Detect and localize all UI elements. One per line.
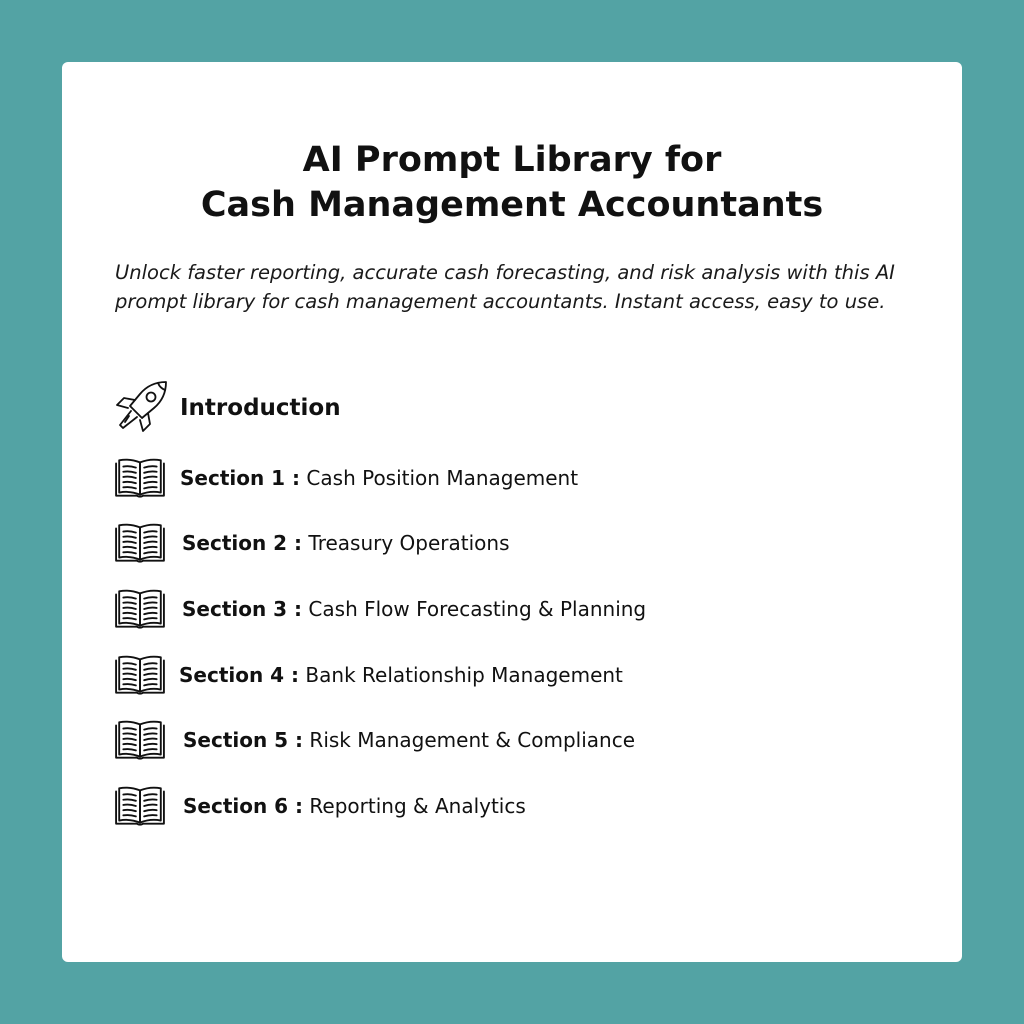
section-title: Reporting & Analytics [309,794,526,818]
open-book-icon [114,457,166,499]
section-row [114,785,526,827]
section-label [182,531,510,555]
section-label [183,794,526,818]
title-line-1: AI Prompt Library for [302,140,722,180]
section-label [183,728,635,752]
introduction-row [114,378,341,438]
open-book-icon [114,654,166,696]
title-line-2: Cash Management Accountants [200,185,824,225]
page-title [62,138,962,228]
rocket-icon [114,378,170,438]
section-number: Section 5 : [183,728,304,752]
content-card [62,62,962,962]
section-title: Cash Flow Forecasting & Planning [308,597,647,621]
section-title: Treasury Operations [308,531,510,555]
section-number: Section 4 : [179,663,300,687]
section-title: Risk Management & Compliance [309,728,636,752]
section-row [114,522,510,564]
section-number: Section 1 : [180,466,301,490]
open-book-icon [114,719,166,761]
open-book-icon [114,522,166,564]
section-label [180,466,578,490]
open-book-icon [114,785,166,827]
section-label [182,597,646,621]
section-row [114,457,578,499]
section-title: Cash Position Management [306,466,579,490]
section-number: Section 6 : [183,794,304,818]
section-number: Section 2 : [182,531,303,555]
section-label [179,663,623,687]
introduction-label: Introduction [180,395,341,421]
description-text: Unlock faster reporting, accurate cash forecasting, and risk analysis with this AI prompt library for cash management accountants. Instant access, easy to use. [115,261,895,313]
section-row [114,654,623,696]
section-row [114,719,635,761]
section-row [114,588,646,630]
section-title: Bank Relationship Management [305,663,623,687]
section-number: Section 3 : [182,597,303,621]
open-book-icon [114,588,166,630]
